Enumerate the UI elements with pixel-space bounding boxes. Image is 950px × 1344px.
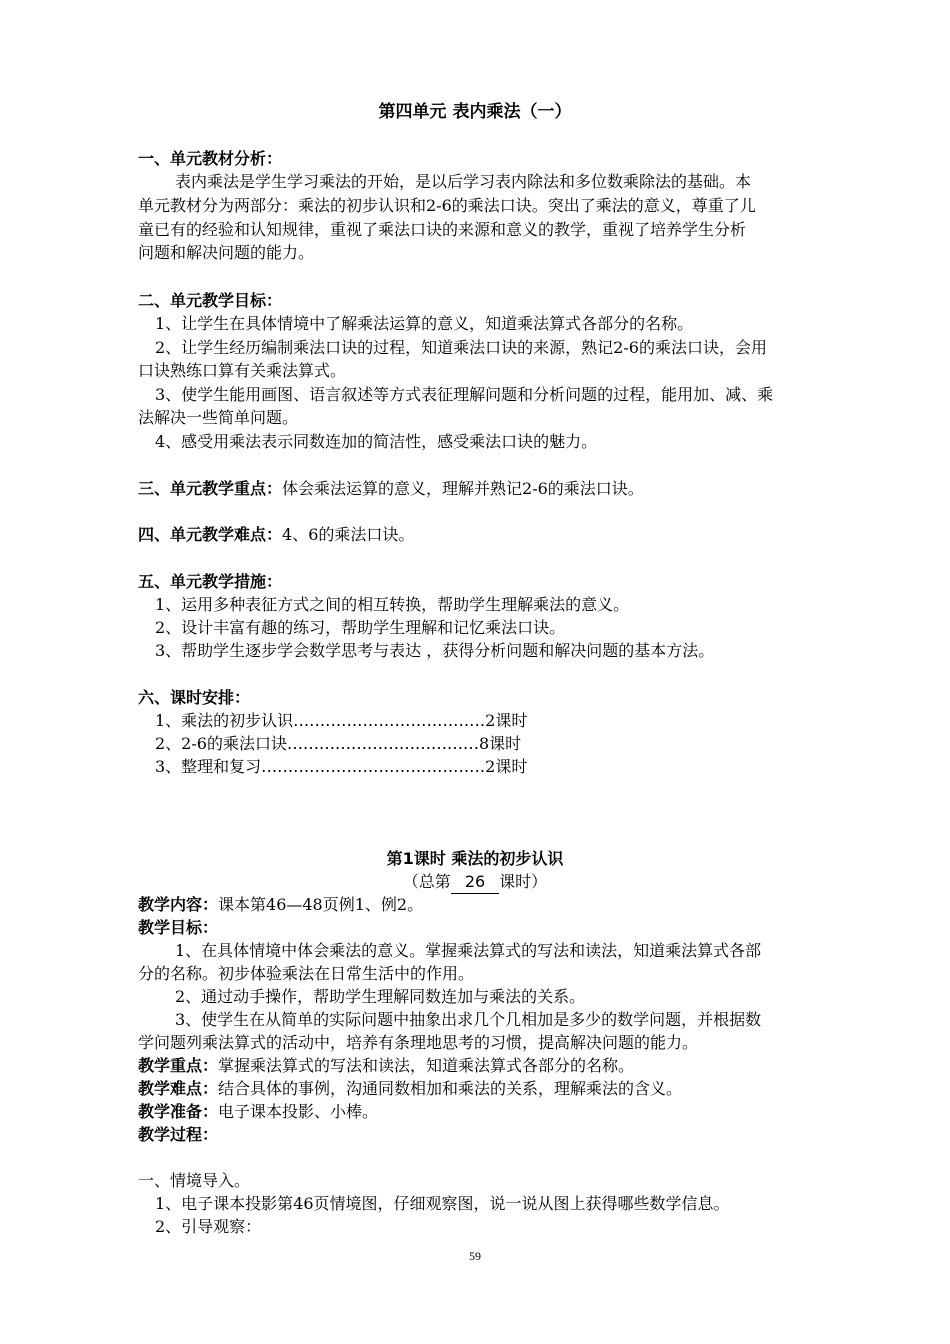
teaching-goal-line: 分的名称。初步体验乘法在日常生活中的作用。 [138,964,475,983]
teaching-key-text: 掌握乘法算式的写法和读法，知道乘法算式各部分的名称。 [218,1056,635,1075]
teaching-difficulty-label: 教学难点： [138,1079,219,1098]
teaching-difficulty-text: 结合具体的事例，沟通同数相加和乘法的关系，理解乘法的含义。 [218,1079,683,1098]
schedule-item: 2、2-6的乘法口诀………………………………8课时 [155,734,522,753]
section-2-line: 4、感受用乘法表示同数连加的简洁性，感受乘法口诀的魅力。 [155,432,598,451]
process-step: 1、电子课本投影第46页情境图，仔细观察图，说一说从图上获得哪些数学信息。 [155,1194,730,1213]
section-4-text: 4、6的乘法口诀。 [282,525,415,544]
teaching-goal-line: 学问题列乘法算式的活动中，培养有条理地思考的习惯，提高解决问题的能力。 [138,1033,699,1052]
section-1-line: 单元教材分为两部分：乘法的初步认识和2-6的乘法口诀。突出了乘法的意义，尊重了儿 [138,196,756,215]
lesson-total-number: 26 [451,871,499,894]
teaching-goal-line: 3、使学生在从简单的实际问题中抽象出求几个几相加是多少的数学问题，并根据数 [175,1010,762,1029]
section-1-line: 表内乘法是学生学习乘法的开始，是以后学习表内除法和多位数乘除法的基础。本 [175,172,752,191]
section-4-heading: 四、单元教学难点： [138,525,283,544]
section-2-line: 2、让学生经历编制乘法口诀的过程，知道乘法口诀的来源，熟记2-6的乘法口诀，会用 [155,338,767,357]
lesson-total-suffix: 课时） [499,872,548,891]
section-2-line: 口诀熟练口算有关乘法算式。 [138,361,347,380]
section-1-line: 问题和解决问题的能力。 [138,243,315,262]
teaching-difficulty [138,1078,868,1100]
teaching-prep [138,1101,868,1123]
section-6-heading: 六、课时安排： [138,688,251,707]
lesson-total-prefix: （总第 [402,872,451,891]
teaching-goal-line: 1、在具体情境中体会乘法的意义。掌握乘法算式的写法和读法，知道乘法算式各部 [175,941,762,960]
teaching-prep-text: 电子课本投影、小棒。 [218,1102,379,1121]
page-number: 59 [469,1249,481,1263]
unit-title: 第四单元 表内乘法（一） [378,102,572,122]
teaching-content [138,894,868,916]
teaching-prep-label: 教学准备： [138,1102,219,1121]
teaching-goal-line: 2、通过动手操作，帮助学生理解同数连加与乘法的关系。 [175,987,586,1006]
section-5-line: 3、帮助学生逐步学会数学思考与表达 ，获得分析问题和解决问题的基本方法。 [155,641,715,660]
section-1-line: 童已有的经验和认知规律，重视了乘法口诀的来源和意义的教学，重视了培养学生分析 [138,220,747,239]
teaching-key-label: 教学重点： [138,1056,219,1075]
lesson-title: 第1课时 乘法的初步认识 [386,849,564,868]
section-3-heading: 三、单元教学重点： [138,479,283,498]
section-1-heading: 一、单元教材分析： [138,149,283,168]
teaching-content-text: 课本第46—48页例1、例2。 [218,895,424,914]
section-2-line: 3、使学生能用画图、语言叙述等方式表征理解问题和分析问题的过程，能用加、减、乘 [155,385,774,404]
lesson-total [0,871,950,894]
teaching-key [138,1055,868,1077]
section-5-line: 1、运用多种表征方式之间的相互转换，帮助学生理解乘法的意义。 [155,595,630,614]
section-3-text: 体会乘法运算的意义，理解并熟记2-6的乘法口诀。 [282,479,644,498]
schedule-item: 3、整理和复习……………………………………2课时 [155,757,528,776]
process-step: 一、情境导入。 [138,1171,251,1190]
teaching-content-label: 教学内容： [138,895,219,914]
section-3 [138,478,868,500]
section-2-heading: 二、单元教学目标： [138,291,283,310]
section-5-heading: 五、单元教学措施： [138,572,283,591]
teaching-goals-label: 教学目标： [138,918,219,937]
teaching-process-label: 教学过程： [138,1125,219,1144]
section-4 [138,524,868,546]
process-step: 2、引导观察： [155,1217,262,1236]
schedule-item: 1、乘法的初步认识………………………………2课时 [155,711,528,730]
section-5-line: 2、设计丰富有趣的练习，帮助学生理解和记忆乘法口诀。 [155,618,566,637]
section-2-line: 1、让学生在具体情境中了解乘法运算的意义，知道乘法算式各部分的名称。 [155,314,694,333]
section-2-line: 法解决一些简单问题。 [138,408,299,427]
